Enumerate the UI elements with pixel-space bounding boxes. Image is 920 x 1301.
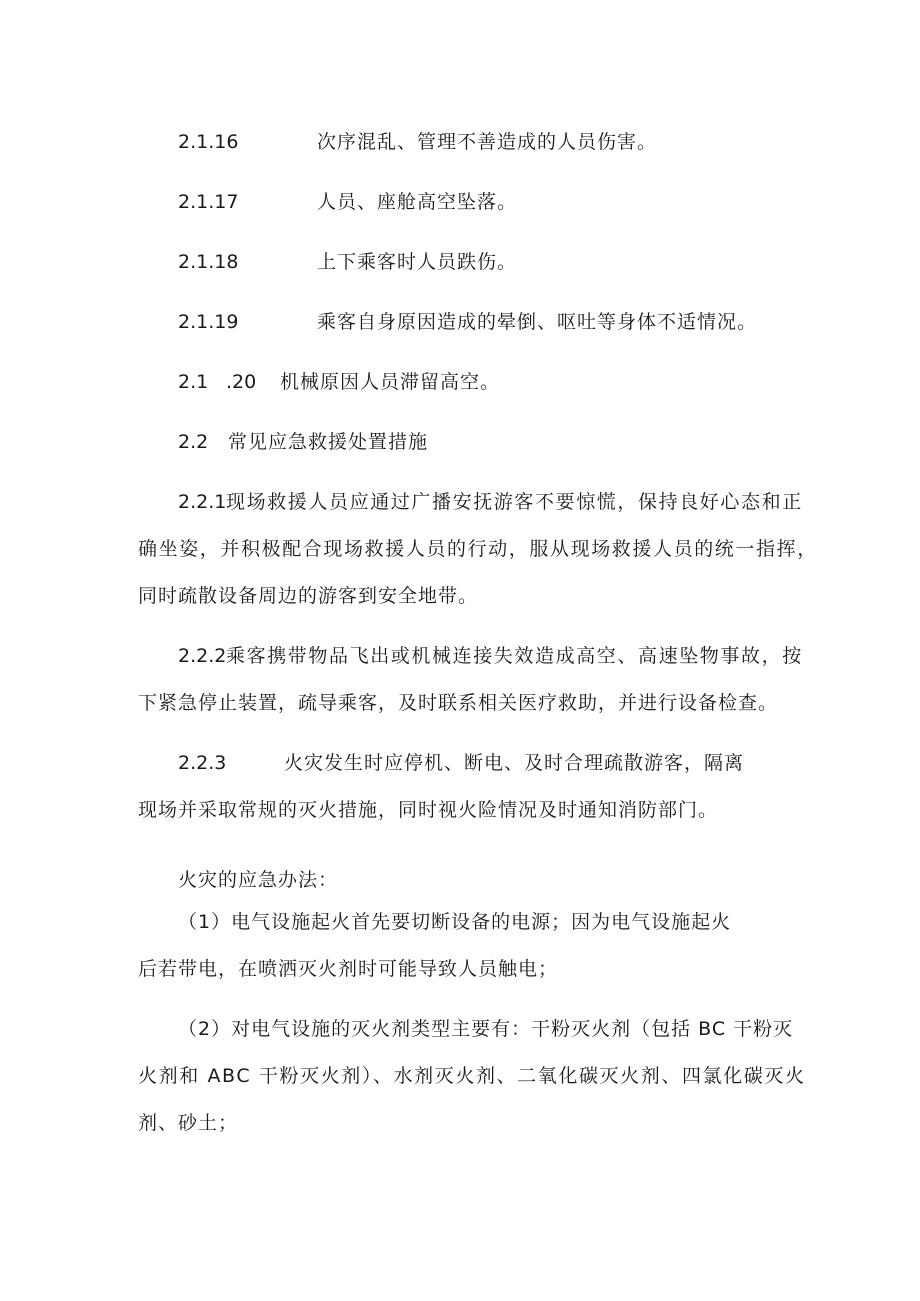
fire-heading: 火灾的应急办法： xyxy=(178,869,339,891)
item-text: 机械原因人员滞留高空。 xyxy=(280,371,501,393)
item-number: 2.1.17 xyxy=(178,191,239,213)
section-number: 2.2 xyxy=(178,431,209,453)
paragraph-line: 火灾发生时应停机、断电、及时合理疏散游客，隔离 xyxy=(284,752,745,774)
paragraph-line: 下紧急停止装置，疏导乘客，及时联系相关医疗救助，并进行设备检查。 xyxy=(138,692,779,714)
paragraph-line: 现场救援人员应通过广播安抚游客不要惊慌，保持良好心态和正 xyxy=(226,491,803,513)
paragraph-line: 乘客携带物品飞出或机械连接失效造成高空、高速坠物事故，按 xyxy=(226,645,803,667)
method-line: （1）电气设施起火首先要切断设备的电源；因为电气设施起火 xyxy=(178,911,732,933)
method-line: 火剂和 ABC 干粉灭火剂）、水剂灭火剂、二氧化碳灭火剂、四氯化碳灭火 xyxy=(138,1065,806,1087)
method-line: 后若带电，在喷洒灭火剂时可能导致人员触电； xyxy=(138,958,559,980)
item-text: 上下乘客时人员跌伤。 xyxy=(317,251,518,273)
item-text: 乘客自身原因造成的晕倒、呕吐等身体不适情况。 xyxy=(317,311,758,333)
paragraph-number: 2.2.2 xyxy=(178,645,227,667)
item-text: 次序混乱、管理不善造成的人员伤害。 xyxy=(317,131,658,153)
item-number: 2.1.19 xyxy=(178,311,239,333)
paragraph-line: 同时疏散设备周边的游客到安全地带。 xyxy=(138,585,479,607)
item-text: 人员、座舱高空坠落。 xyxy=(317,191,518,213)
item-number: 2.1.18 xyxy=(178,251,239,273)
item-number-part-b: .20 xyxy=(226,371,257,393)
section-title: 常见应急救援处置措施 xyxy=(228,431,429,453)
paragraph-number: 2.2.3 xyxy=(178,752,227,774)
item-number: 2.1.16 xyxy=(178,131,239,153)
paragraph-line: 确坐姿，并积极配合现场救援人员的行动，服从现场救援人员的统一指挥， xyxy=(138,538,818,560)
item-number-part-a: 2.1 xyxy=(178,371,209,393)
paragraph-line: 现场并采取常规的灭火措施，同时视火险情况及时通知消防部门。 xyxy=(138,799,719,821)
method-line: 剂、砂土； xyxy=(138,1112,239,1134)
paragraph-number: 2.2.1 xyxy=(178,491,227,513)
method-line: （2）对电气设施的灭火剂类型主要有：干粉灭火剂（包括 BC 干粉灭 xyxy=(178,1018,794,1040)
